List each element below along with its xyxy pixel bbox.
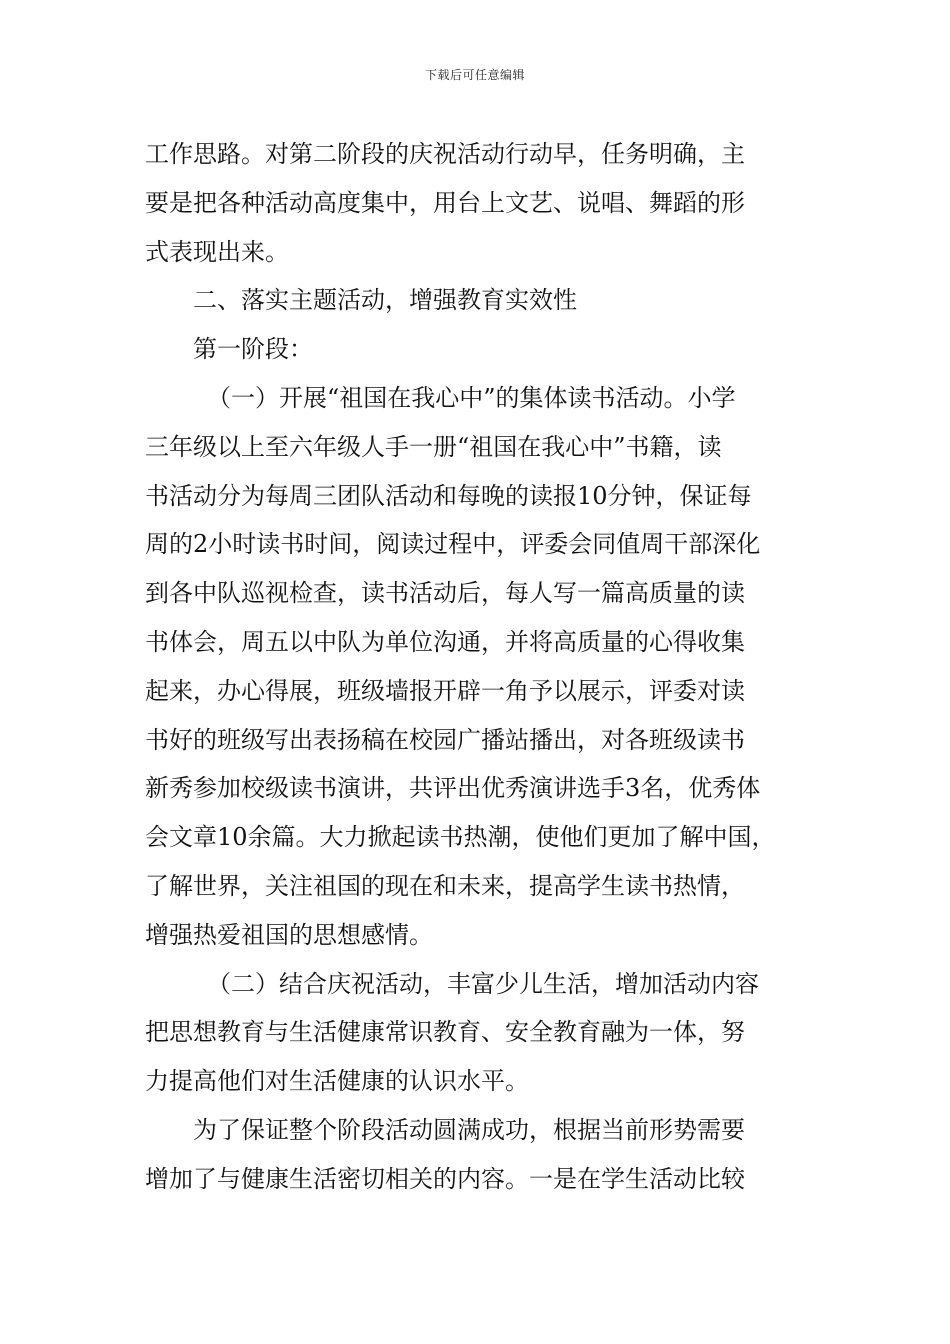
page-header: 下载后可任意编辑: [424, 68, 525, 82]
paragraph-line: （二）结合庆祝活动，丰富少儿生活，增加活动内容: [207, 969, 759, 998]
paragraph-line: 增加了与健康生活密切相关的内容。一是在学生活动比较: [145, 1164, 745, 1193]
paragraph-line: 了解世界，关注祖国的现在和未来，提高学生读书热情，: [145, 871, 745, 900]
paragraph-line: 为了保证整个阶段活动圆满成功，根据当前形势需要: [193, 1115, 745, 1144]
paragraph-line: 周的2小时读书时间，阅读过程中，评委会同值周干部深化: [145, 530, 761, 559]
paragraph-line: 书好的班级写出表扬稿在校园广播站播出，对各班级读书: [145, 725, 745, 754]
paragraph-line: 会文章10余篇。大力掀起读书热潮，使他们更加了解中国，: [145, 823, 776, 852]
paragraph-line: 要是把各种活动高度集中，用台上文艺、说唱、舞蹈的形: [145, 188, 745, 217]
document-body: [145, 130, 825, 1204]
paragraph-line: 工作思路。对第二阶段的庆祝活动行动早，任务明确，主: [145, 140, 745, 168]
paragraph-line: 起来，办心得展，班级墙报开辟一角予以展示，评委对读: [145, 676, 745, 705]
paragraph-line: 把思想教育与生活健康常识教育、安全教育融为一体，努: [145, 1018, 745, 1047]
section-heading: 二、落实主题活动，增强教育实效性: [193, 286, 577, 315]
subsection-heading: 第一阶段：: [193, 335, 313, 364]
paragraph-line: 式表现出来。: [145, 237, 289, 266]
paragraph-line: 书体会，周五以中队为单位沟通，并将高质量的心得收集: [145, 627, 745, 656]
paragraph-line: 到各中队巡视检查，读书活动后，每人写一篇高质量的读: [145, 579, 745, 608]
paragraph-line: 增强热爱祖国的思想感情。: [145, 920, 433, 949]
paragraph-line: 书活动分为每周三团队活动和每晚的读报10分钟，保证每: [145, 481, 752, 510]
paragraph-line: 新秀参加校级读书演讲，共评出优秀演讲选手3名，优秀体: [145, 774, 761, 803]
paragraph-line: （一）开展“祖国在我心中”的集体读书活动。小学: [207, 383, 736, 412]
paragraph-line: 力提高他们对生活健康的认识水平。: [145, 1067, 529, 1096]
paragraph-line: 三年级以上至六年级人手一册“祖国在我心中”书籍，读: [145, 432, 722, 461]
